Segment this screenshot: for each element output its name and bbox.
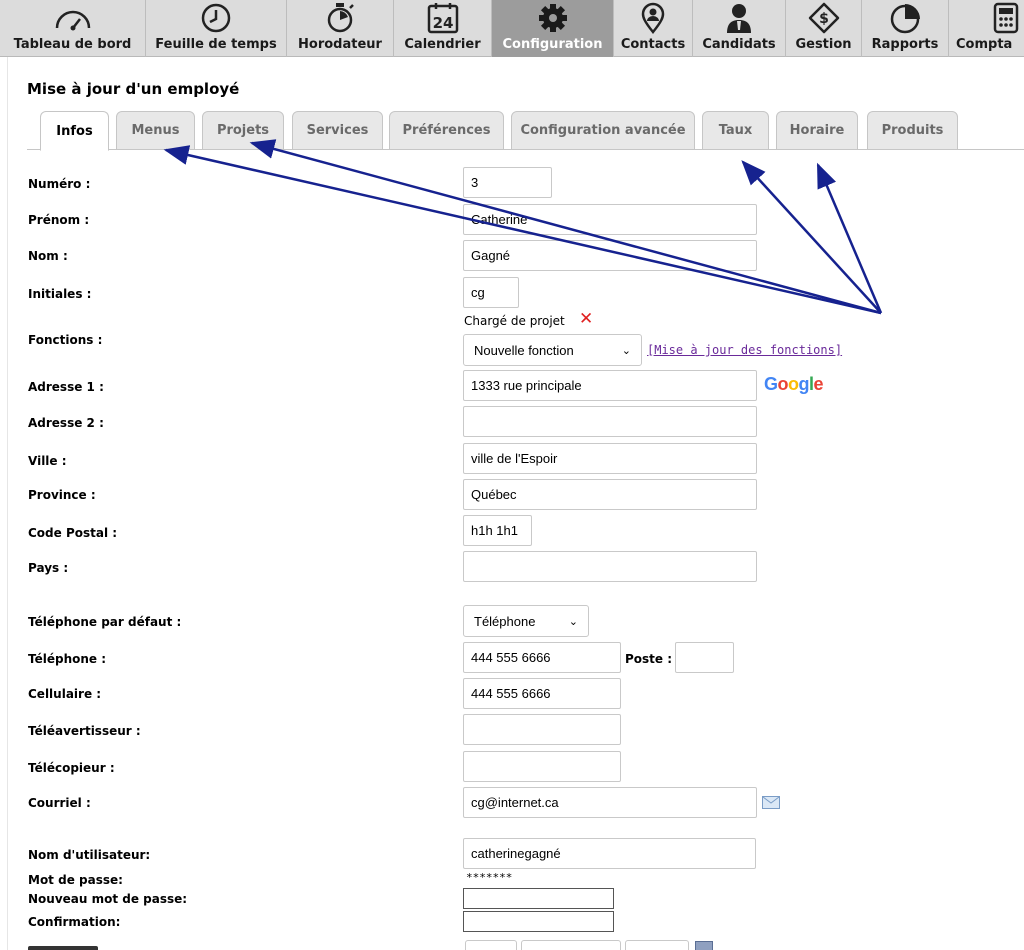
mot-de-passe-masked: ******* (466, 871, 513, 884)
nav-item-feuille-de-temps[interactable] (146, 0, 287, 57)
nav-label: Horodateur (298, 37, 382, 52)
stopwatch-icon (323, 2, 357, 34)
mot-de-passe-label: Mot de passe: (28, 873, 123, 887)
nav-label: Feuille de temps (155, 37, 277, 52)
arrow-to-taux-tab (743, 162, 881, 313)
code-postal-input[interactable] (463, 515, 532, 546)
nav-item-calendrier[interactable] (394, 0, 492, 57)
chevron-down-icon: ⌄ (568, 615, 578, 628)
telephone-input[interactable] (463, 642, 621, 673)
nav-item-comptabilite[interactable] (949, 0, 1024, 57)
nav-label: Tableau de bord (13, 37, 132, 52)
nom-label: Nom : (28, 249, 68, 263)
arrow-to-horaire-tab (818, 165, 881, 313)
current-function-text: Chargé de projet (464, 314, 565, 328)
tab-configuration-avancee[interactable]: Configuration avancée (511, 111, 695, 150)
calendar-icon (426, 2, 460, 34)
nav-item-candidats[interactable] (693, 0, 786, 57)
new-function-select-value: Nouvelle fonction (474, 342, 574, 358)
nom-utilisateur-input[interactable] (463, 838, 756, 869)
nav-label: Compta (956, 37, 1013, 52)
courriel-label: Courriel : (28, 796, 91, 810)
nav-label: Configuration (502, 37, 603, 52)
dollar-tag-icon (807, 2, 841, 34)
telephone-defaut-label: Téléphone par défaut : (28, 615, 182, 629)
teleavertisseur-input[interactable] (463, 714, 621, 745)
province-label: Province : (28, 488, 96, 502)
nav-label: Calendrier (404, 37, 481, 52)
poste-label: Poste : (625, 652, 673, 666)
numero-label: Numéro : (28, 177, 91, 191)
svg-text:24: 24 (432, 14, 453, 32)
province-input[interactable] (463, 479, 757, 510)
default-phone-select-value: Téléphone (474, 613, 536, 629)
telecopieur-label: Télécopieur : (28, 761, 115, 775)
envelope-icon[interactable] (762, 796, 780, 809)
new-function-select[interactable] (463, 334, 642, 366)
adresse1-input[interactable] (463, 370, 757, 401)
code-postal-label: Code Postal : (28, 526, 118, 540)
nav-label: Rapports (871, 37, 939, 52)
initiales-input[interactable] (463, 277, 519, 308)
tab-produits[interactable]: Produits (867, 111, 958, 150)
tab-projets[interactable]: Projets (202, 111, 284, 150)
cellulaire-input[interactable] (463, 678, 621, 709)
pays-input[interactable] (463, 551, 757, 582)
dashboard-gauge-icon (53, 2, 93, 32)
fonctions-label: Fonctions : (28, 333, 103, 347)
adresse1-label: Adresse 1 : (28, 380, 104, 394)
cellulaire-label: Cellulaire : (28, 687, 102, 701)
teleavertisseur-label: Téléavertisseur : (28, 724, 141, 738)
candidate-person-icon (724, 2, 754, 34)
nom-utilisateur-label: Nom d'utilisateur: (28, 848, 151, 862)
initiales-label: Initiales : (28, 287, 92, 301)
pie-chart-icon (888, 2, 922, 34)
contact-pin-icon (638, 2, 668, 34)
update-functions-link[interactable]: [Mise à jour des fonctions] (647, 343, 843, 357)
telephone-label: Téléphone : (28, 652, 107, 666)
tab-services[interactable]: Services (292, 111, 383, 150)
tab-taux[interactable]: Taux (702, 111, 769, 150)
tab-preferences[interactable]: Préférences (389, 111, 504, 150)
tab-infos[interactable]: Infos (40, 111, 109, 151)
nav-item-configuration[interactable] (492, 0, 614, 57)
google-maps-icon[interactable]: Google (764, 374, 824, 394)
nav-label: Contacts (620, 37, 686, 52)
default-phone-select[interactable] (463, 605, 589, 637)
svg-text:$: $ (818, 11, 829, 27)
courriel-input[interactable] (463, 787, 757, 818)
delete-function-icon[interactable]: ✕ (579, 309, 594, 329)
tab-horaire[interactable]: Horaire (776, 111, 858, 150)
nouveau-mdp-label: Nouveau mot de passe: (28, 892, 188, 906)
nav-item-tableau-de-bord[interactable] (0, 0, 146, 57)
left-edge-divider (0, 57, 8, 950)
next-row-partial (0, 940, 1024, 950)
chevron-down-icon: ⌄ (621, 344, 631, 357)
page-title: Mise à jour d'un employé (27, 80, 240, 98)
nav-label: Candidats (702, 37, 776, 52)
prenom-label: Prénom : (28, 213, 90, 227)
adresse2-input[interactable] (463, 406, 757, 437)
pays-label: Pays : (28, 561, 69, 575)
main-navigation (0, 0, 1024, 57)
clock-icon (199, 2, 233, 34)
calculator-icon (991, 2, 1021, 34)
nouveau-mdp-input[interactable] (463, 888, 614, 909)
confirmation-label: Confirmation: (28, 915, 121, 929)
nom-input[interactable] (463, 240, 757, 271)
adresse2-label: Adresse 2 : (28, 416, 104, 430)
telecopieur-input[interactable] (463, 751, 621, 782)
nav-item-horodateur[interactable] (287, 0, 394, 57)
prenom-input[interactable] (463, 204, 757, 235)
numero-input[interactable] (463, 167, 552, 198)
nav-label: Gestion (795, 37, 852, 52)
nav-item-gestion[interactable] (786, 0, 862, 57)
nav-item-contacts[interactable] (614, 0, 693, 57)
ville-label: Ville : (28, 454, 67, 468)
confirmation-input[interactable] (463, 911, 614, 932)
poste-input[interactable] (675, 642, 734, 673)
ville-input[interactable] (463, 443, 757, 474)
tab-menus[interactable]: Menus (116, 111, 195, 150)
gear-icon (536, 2, 570, 34)
nav-item-rapports[interactable] (862, 0, 949, 57)
